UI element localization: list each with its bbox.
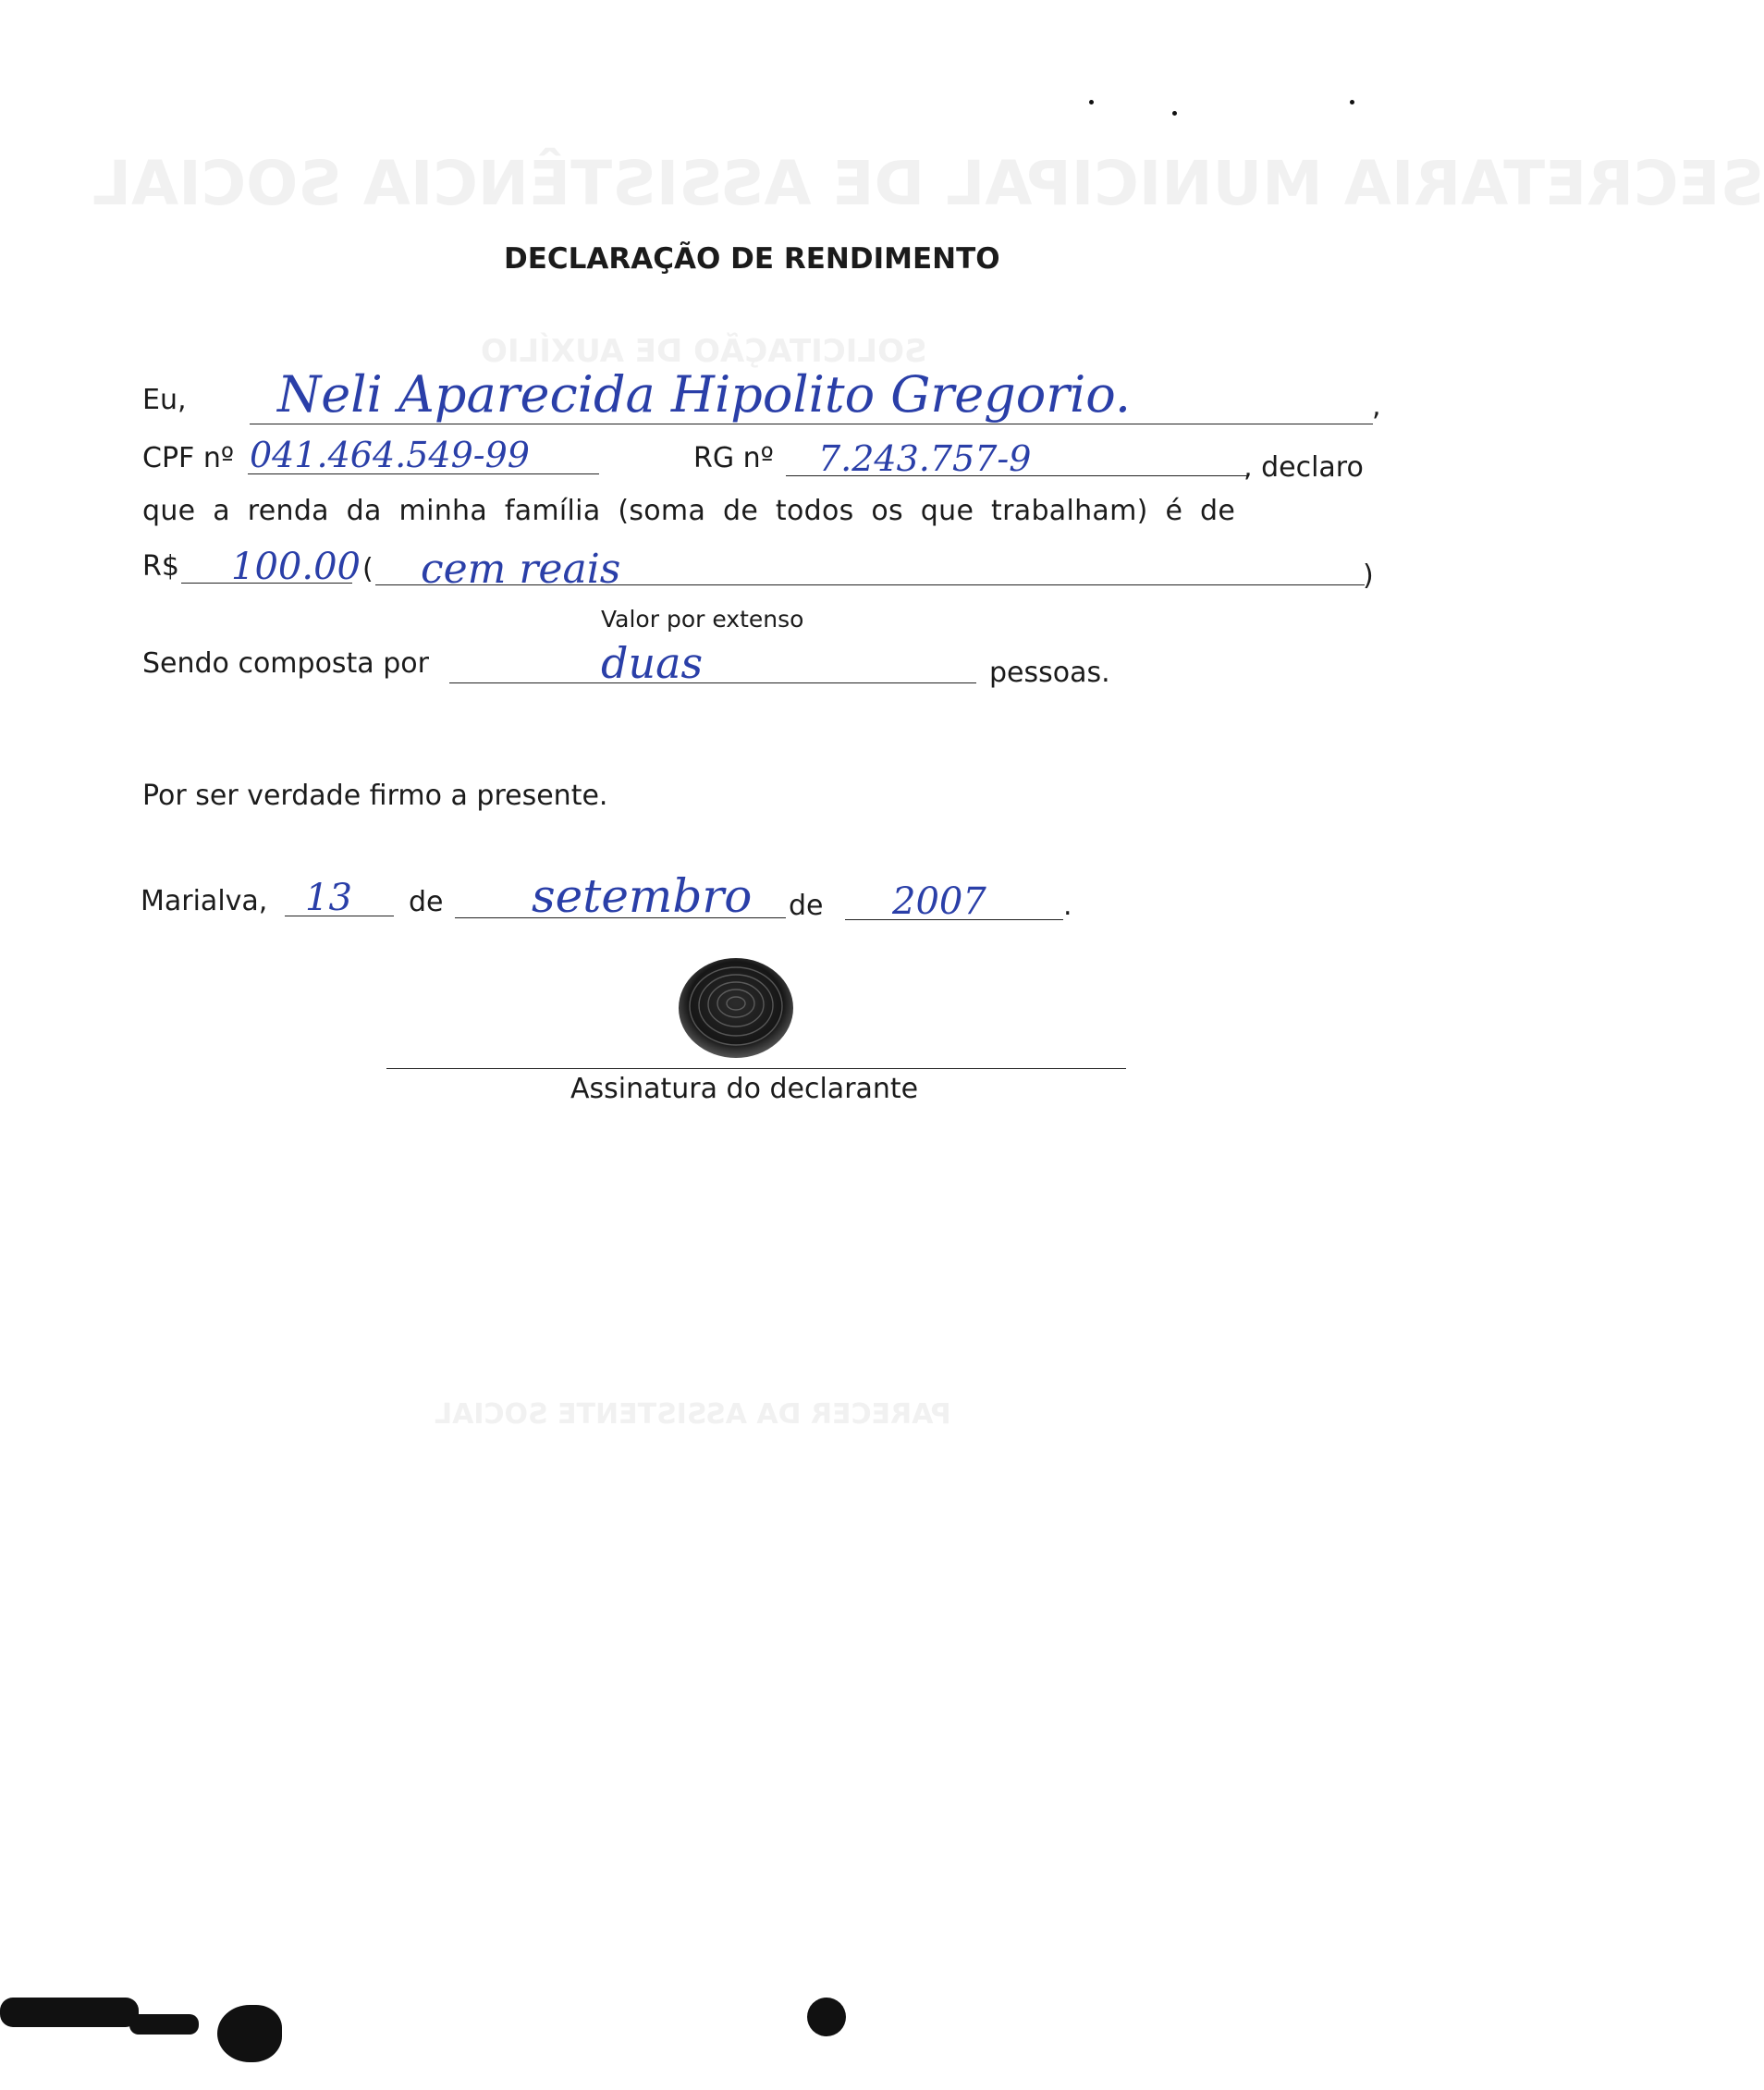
scan-dot xyxy=(807,1998,846,2036)
name-comma: , xyxy=(1372,390,1381,423)
rg-label: RG nº xyxy=(693,442,774,474)
sendo-label: Sendo composta por xyxy=(142,647,429,680)
amount-handwritten: 100.00 xyxy=(231,546,361,588)
amount-words-handwritten: cem reais xyxy=(421,546,621,593)
month-handwritten: setembro xyxy=(532,869,753,923)
verdade-statement: Por ser verdade firmo a presente. xyxy=(142,780,608,812)
scan-dot xyxy=(1089,100,1094,104)
scan-blot xyxy=(129,2014,199,2035)
rs-label: R$ xyxy=(142,550,179,583)
open-paren: ( xyxy=(362,553,374,585)
people-line xyxy=(449,682,976,683)
rg-handwritten: 7.243.757-9 xyxy=(818,438,1032,479)
de-label-1: de xyxy=(409,886,444,918)
pessoas-label: pessoas. xyxy=(989,657,1110,689)
signature-caption: Assinatura do declarante xyxy=(570,1073,919,1105)
cpf-handwritten: 041.464.549-99 xyxy=(250,435,530,475)
fingerprint-icon xyxy=(671,953,801,1063)
scan-blot xyxy=(0,1998,139,2027)
ghost-header: SECRETARIA MUNICIPAL DE ASSISTÊNCIA SOCIAL xyxy=(92,148,1764,219)
day-handwritten: 13 xyxy=(305,877,352,919)
people-handwritten: duas xyxy=(601,638,704,688)
scan-dot xyxy=(1350,100,1354,104)
scan-dot xyxy=(1172,111,1177,116)
date-period: . xyxy=(1063,890,1072,922)
ghost-footer-heading: PARECER DA ASSISTENTE SOCIAL xyxy=(435,1398,951,1431)
signature-line xyxy=(386,1068,1126,1069)
close-paren: ) xyxy=(1363,559,1374,592)
page-title: DECLARAÇÃO DE RENDIMENTO xyxy=(504,242,1000,276)
ghost-subheader: SOLICITAÇÃO DE AUXÍLIO xyxy=(481,333,927,370)
cpf-label: CPF nº xyxy=(142,442,234,474)
valor-extenso-caption: Valor por extenso xyxy=(601,606,804,633)
renda-statement: que a renda da minha família (soma de todos os que trabalham) é de xyxy=(142,495,1236,527)
city-label: Marialva, xyxy=(141,885,268,917)
year-handwritten: 2007 xyxy=(892,880,986,923)
declaro-label: , declaro xyxy=(1243,451,1364,484)
eu-label: Eu, xyxy=(142,384,187,416)
scan-blot xyxy=(217,2005,282,2062)
name-handwritten: Neli Aparecida Hipolito Gregorio. xyxy=(277,365,1132,424)
de-label-2: de xyxy=(789,890,824,922)
